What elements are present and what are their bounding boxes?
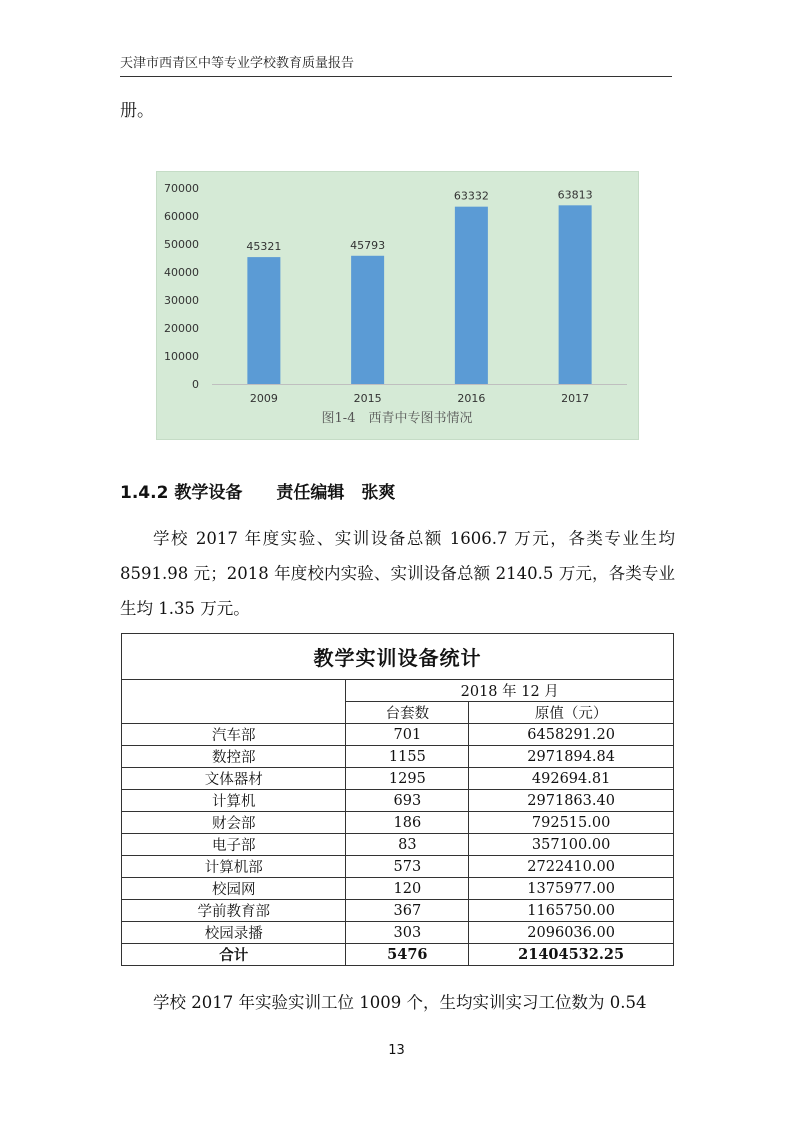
table-row [122,834,674,856]
table-cell-value: 792515.00 [469,812,674,834]
page-number: 13 [388,1043,405,1058]
table-cell-count: 120 [346,878,469,900]
table-cell-value: 1375977.00 [469,878,674,900]
bar [455,207,488,384]
data-label: 45793 [350,238,386,252]
table-cell-value: 492694.81 [469,768,674,790]
chart-canvas [157,172,638,439]
table-cell-count: 573 [346,856,469,878]
y-tick-label: 70000 [164,182,199,195]
table-cell-value: 1165750.00 [469,900,674,922]
x-tick-label: 2009 [249,392,278,405]
table-cell-value: 6458291.20 [469,724,674,746]
table-cell-name: 计算机部 [122,856,346,878]
equipment-table [121,633,674,966]
previous-paragraph-tail: 册。 [120,101,154,121]
data-label: 63813 [557,188,593,202]
table-total-count: 5476 [346,944,469,966]
table-total-row [122,944,674,966]
table-row [122,856,674,878]
table-cell-value: 2722410.00 [469,856,674,878]
table-period: 2018 年 12 月 [346,680,674,702]
table-cell-name: 学前教育部 [122,900,346,922]
table-cell-name: 电子部 [122,834,346,856]
table-row [122,812,674,834]
chart-caption: 图1-4 西青中专图书情况 [321,411,473,426]
bar [559,205,592,384]
library-books-chart [156,171,639,440]
table-cell-name: 校园录播 [122,922,346,944]
x-tick-label: 2015 [353,392,382,405]
table-total-value: 21404532.25 [469,944,674,966]
column-header-count: 台套数 [346,702,469,724]
equipment-paragraph: 学校 2017 年度实验、实训设备总额 1606.7 万元，各类专业生均 8591.98 元；2018 年度校内实验、实训设备总额 2140.5 万元，各类专业生均 1.35 万元。 [120,529,675,618]
table-cell-count: 83 [346,834,469,856]
table-row [122,746,674,768]
y-tick-label: 30000 [164,294,199,307]
y-tick-label: 0 [192,378,199,391]
table-cell-count: 701 [346,724,469,746]
y-tick-label: 60000 [164,210,199,223]
table-total-name: 合计 [122,944,346,966]
section-heading: 1.4.2 教学设备 责任编辑 张爽 [120,483,396,503]
data-label: 45321 [246,240,282,254]
table-row [122,922,674,944]
table-cell-count: 303 [346,922,469,944]
table-row [122,768,674,790]
page-header: 天津市西青区中等专业学校教育质量报告 [120,52,672,77]
workstation-paragraph: 学校 2017 年实验实训工位 1009 个，生均实训实习工位数为 0.54 [153,993,647,1012]
table-cell-count: 1295 [346,768,469,790]
table-cell-value: 2096036.00 [469,922,674,944]
table-cell-name: 校园网 [122,878,346,900]
bar [351,256,384,384]
table-cell-name: 计算机 [122,790,346,812]
table-cell-count: 693 [346,790,469,812]
table-cell-count: 1155 [346,746,469,768]
table-cell-count: 186 [346,812,469,834]
table-cell-name: 汽车部 [122,724,346,746]
data-label: 63332 [453,189,489,203]
column-header-value: 原值（元） [469,702,674,724]
table-row [122,900,674,922]
bar [247,257,280,384]
table-cell-name: 文体器材 [122,768,346,790]
table-row [122,724,674,746]
table-corner-cell [122,680,346,724]
table-title: 教学实训设备统计 [122,634,674,680]
table-cell-name: 数控部 [122,746,346,768]
y-tick-label: 10000 [164,350,199,363]
table-cell-value: 2971863.40 [469,790,674,812]
table-cell-value: 357100.00 [469,834,674,856]
table-cell-name: 财会部 [122,812,346,834]
table-row [122,790,674,812]
table-cell-value: 2971894.84 [469,746,674,768]
x-tick-label: 2016 [457,392,486,405]
x-tick-label: 2017 [561,392,590,405]
y-tick-label: 20000 [164,322,199,335]
y-tick-label: 50000 [164,238,199,251]
y-tick-label: 40000 [164,266,199,279]
table-row [122,878,674,900]
table-cell-count: 367 [346,900,469,922]
